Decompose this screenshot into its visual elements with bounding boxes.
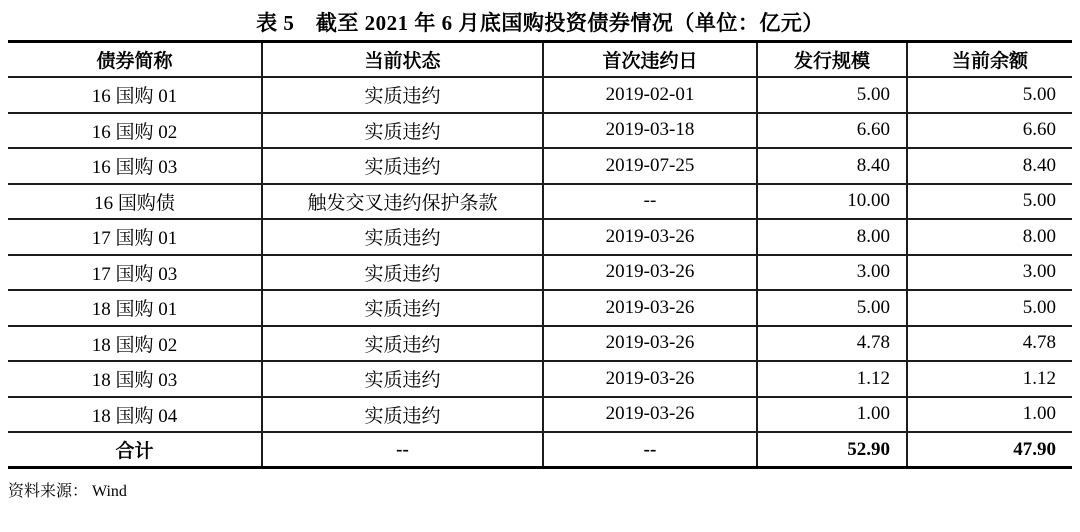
cell-bond-name: 17 国购 01 — [8, 219, 262, 255]
cell-issue-size: 52.90 — [757, 432, 907, 468]
cell-balance: 5.00 — [907, 184, 1072, 220]
cell-issue-size: 6.60 — [757, 113, 907, 149]
cell-status: -- — [262, 432, 543, 468]
cell-issue-size: 1.00 — [757, 397, 907, 433]
cell-bond-name: 16 国购债 — [8, 184, 262, 220]
cell-default-date: 2019-03-26 — [543, 361, 757, 397]
cell-bond-name: 16 国购 01 — [8, 77, 262, 113]
cell-status: 实质违约 — [262, 77, 543, 113]
cell-balance: 4.78 — [907, 326, 1072, 362]
cell-default-date: 2019-03-26 — [543, 219, 757, 255]
table-total-row — [8, 432, 1072, 468]
column-header-default-date: 首次违约日 — [543, 42, 757, 78]
column-header-issue-size: 发行规模 — [757, 42, 907, 78]
cell-status: 触发交叉违约保护条款 — [262, 184, 543, 220]
column-header-bond-name: 债券简称 — [8, 42, 262, 78]
cell-balance: 5.00 — [907, 290, 1072, 326]
cell-bond-name: 16 国购 03 — [8, 148, 262, 184]
cell-balance: 6.60 — [907, 113, 1072, 149]
table-header — [8, 42, 1072, 78]
cell-bond-name: 合计 — [8, 432, 262, 468]
cell-balance: 1.12 — [907, 361, 1072, 397]
cell-status: 实质违约 — [262, 148, 543, 184]
cell-issue-size: 8.00 — [757, 219, 907, 255]
cell-status: 实质违约 — [262, 397, 543, 433]
cell-balance: 5.00 — [907, 77, 1072, 113]
cell-default-date: 2019-03-26 — [543, 397, 757, 433]
cell-bond-name: 16 国购 02 — [8, 113, 262, 149]
table-header-row — [8, 42, 1072, 78]
table-body — [8, 77, 1072, 468]
cell-default-date: 2019-07-25 — [543, 148, 757, 184]
cell-issue-size: 4.78 — [757, 326, 907, 362]
cell-default-date: 2019-03-26 — [543, 290, 757, 326]
cell-bond-name: 18 国购 03 — [8, 361, 262, 397]
cell-balance: 47.90 — [907, 432, 1072, 468]
cell-balance: 8.40 — [907, 148, 1072, 184]
cell-status: 实质违约 — [262, 113, 543, 149]
cell-default-date: 2019-03-26 — [543, 326, 757, 362]
cell-issue-size: 8.40 — [757, 148, 907, 184]
bond-table — [8, 40, 1072, 469]
cell-default-date: -- — [543, 432, 757, 468]
table-row — [8, 113, 1072, 149]
table-row — [8, 397, 1072, 433]
cell-balance: 1.00 — [907, 397, 1072, 433]
cell-default-date: -- — [543, 184, 757, 220]
cell-default-date: 2019-03-26 — [543, 255, 757, 291]
cell-status: 实质违约 — [262, 326, 543, 362]
table-row — [8, 184, 1072, 220]
table-row — [8, 290, 1072, 326]
column-header-balance: 当前余额 — [907, 42, 1072, 78]
cell-issue-size: 5.00 — [757, 290, 907, 326]
cell-status: 实质违约 — [262, 255, 543, 291]
cell-status: 实质违约 — [262, 361, 543, 397]
cell-issue-size: 1.12 — [757, 361, 907, 397]
table-row — [8, 255, 1072, 291]
table-row — [8, 77, 1072, 113]
table-row — [8, 219, 1072, 255]
table-row — [8, 361, 1072, 397]
cell-issue-size: 3.00 — [757, 255, 907, 291]
cell-issue-size: 5.00 — [757, 77, 907, 113]
table-title: 表 5 截至 2021 年 6 月底国购投资债券情况（单位：亿元） — [256, 11, 824, 35]
cell-bond-name: 18 国购 04 — [8, 397, 262, 433]
cell-status: 实质违约 — [262, 219, 543, 255]
cell-bond-name: 18 国购 01 — [8, 290, 262, 326]
cell-balance: 8.00 — [907, 219, 1072, 255]
cell-balance: 3.00 — [907, 255, 1072, 291]
cell-status: 实质违约 — [262, 290, 543, 326]
table-row — [8, 148, 1072, 184]
cell-default-date: 2019-03-18 — [543, 113, 757, 149]
cell-bond-name: 17 国购 03 — [8, 255, 262, 291]
cell-default-date: 2019-02-01 — [543, 77, 757, 113]
table-row — [8, 326, 1072, 362]
cell-bond-name: 18 国购 02 — [8, 326, 262, 362]
source-note: 资料来源： Wind — [8, 483, 127, 500]
column-header-status: 当前状态 — [262, 42, 543, 78]
cell-issue-size: 10.00 — [757, 184, 907, 220]
